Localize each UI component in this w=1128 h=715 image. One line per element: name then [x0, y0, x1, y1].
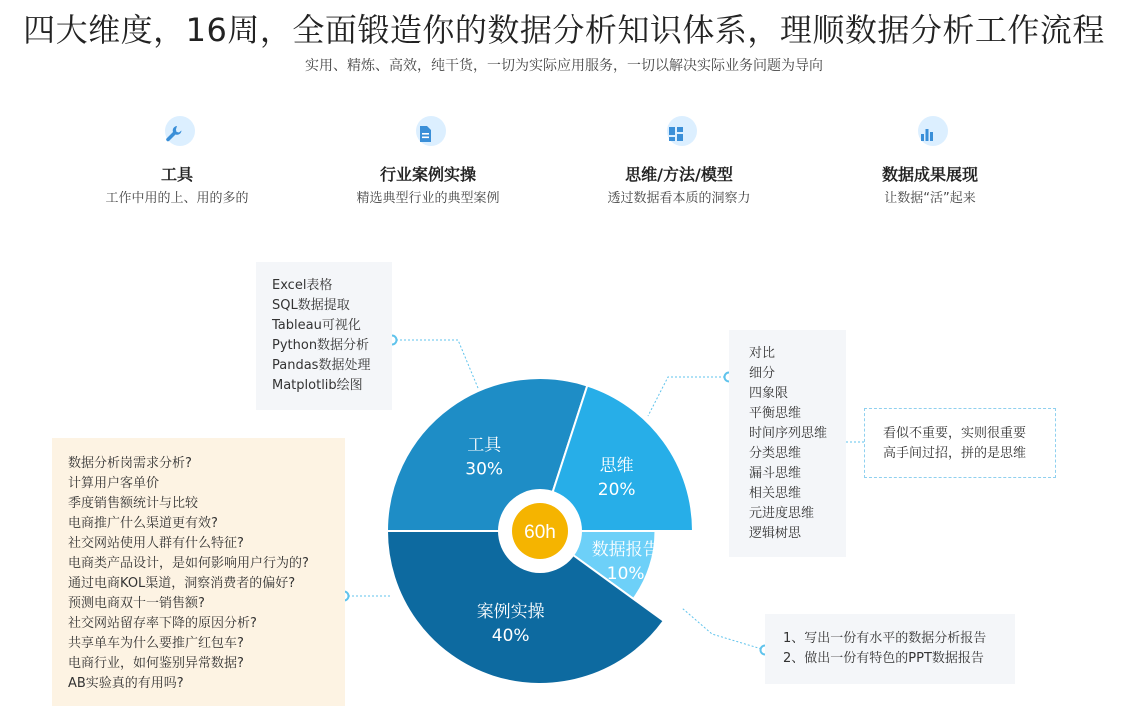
case-item: 计算用户客单价 — [68, 476, 160, 491]
dimension-desc: 透过数据看本质的洞察力 — [607, 191, 751, 206]
case-item: 共享单车为什么要推广红包车? — [68, 636, 244, 651]
page-subtitle: 实用、精炼、高效，纯干货，一切为实际应用服务，一切以解决实际业务问题为导向 — [305, 58, 823, 74]
dimension-name: 数据成果展现 — [881, 165, 978, 184]
dimension-desc: 精选典型行业的典型案例 — [356, 191, 500, 206]
thinking-item: 元进度思维 — [749, 506, 815, 521]
case-item: 电商推广什么渠道更有效? — [68, 516, 218, 531]
thinking-item: 对比 — [749, 346, 776, 361]
case-item: 通过电商KOL渠道，洞察消费者的偏好? — [68, 576, 296, 591]
thinking-item: 时间序列思维 — [749, 426, 828, 441]
dimension-name: 行业案例实操 — [379, 165, 476, 184]
pie-center-label: 60h — [524, 522, 556, 543]
dimension-desc: 让数据“活”起来 — [884, 191, 976, 206]
connector-report — [682, 608, 765, 650]
tools-item: Tableau可视化 — [272, 318, 361, 333]
page-title: 四大维度，16周，全面锻造你的数据分析知识体系，理顺数据分析工作流程 — [23, 11, 1105, 49]
tools-item: Excel表格 — [272, 278, 333, 293]
case-item: 社交网站留存率下降的原因分析? — [68, 616, 257, 631]
case-item: 电商类产品设计，是如何影响用户行为的? — [68, 556, 309, 571]
thinking-item: 细分 — [749, 366, 776, 381]
note-line: 高手间过招，拼的是思维 — [883, 446, 1027, 461]
tools-item: Matplotlib绘图 — [272, 378, 363, 393]
report-item: 2、做出一份有特色的PPT数据报告 — [783, 651, 984, 666]
tools-item: Pandas数据处理 — [272, 358, 371, 373]
thinking-item: 相关思维 — [749, 486, 802, 501]
pie-slice-name-thinking: 思维 — [599, 456, 634, 477]
case-item: 数据分析岗需求分析? — [68, 456, 192, 471]
tools-item: Python数据分析 — [272, 338, 370, 353]
report-item: 1、写出一份有水平的数据分析报告 — [783, 631, 987, 646]
cases-box — [52, 438, 345, 706]
case-item: 电商行业，如何鉴别异常数据? — [68, 656, 244, 671]
case-item: 预测电商双十一销售额? — [68, 596, 205, 611]
tools-item: SQL数据提取 — [272, 298, 350, 313]
dimension-name: 工具 — [160, 165, 193, 184]
pie-slice-name-report: 数据报告 — [591, 539, 660, 560]
note-line: 看似不重要，实则很重要 — [883, 426, 1027, 441]
pie-slice-name-cases: 案例实操 — [476, 602, 545, 623]
thinking-item: 逻辑树思 — [749, 526, 802, 541]
dimension-name: 思维/方法/模型 — [625, 165, 733, 184]
pie-slice-percent-cases: 40% — [491, 626, 530, 647]
thinking-item: 平衡思维 — [749, 406, 802, 421]
case-item: 季度销售额统计与比较 — [68, 496, 199, 511]
dimension-desc: 工作中用的上、用的多的 — [105, 191, 249, 206]
case-item: AB实验真的有用吗? — [68, 676, 184, 691]
thinking-item: 分类思维 — [749, 446, 802, 461]
thinking-box — [729, 330, 846, 557]
pie-slice-percent-tools: 30% — [465, 459, 504, 480]
thinking-item: 四象限 — [749, 386, 789, 401]
report-box — [765, 614, 1015, 684]
pie-slice-percent-thinking: 20% — [597, 480, 636, 501]
thinking-note-box — [864, 408, 1056, 478]
pie-slice-percent-report: 10% — [606, 563, 645, 584]
tools-box — [256, 262, 392, 410]
connector-thinking — [648, 377, 729, 416]
case-item: 社交网站使用人群有什么特征? — [68, 536, 244, 551]
pie-slice-name-tools: 工具 — [467, 435, 502, 456]
connector-tools — [392, 340, 478, 388]
thinking-item: 漏斗思维 — [749, 466, 802, 481]
